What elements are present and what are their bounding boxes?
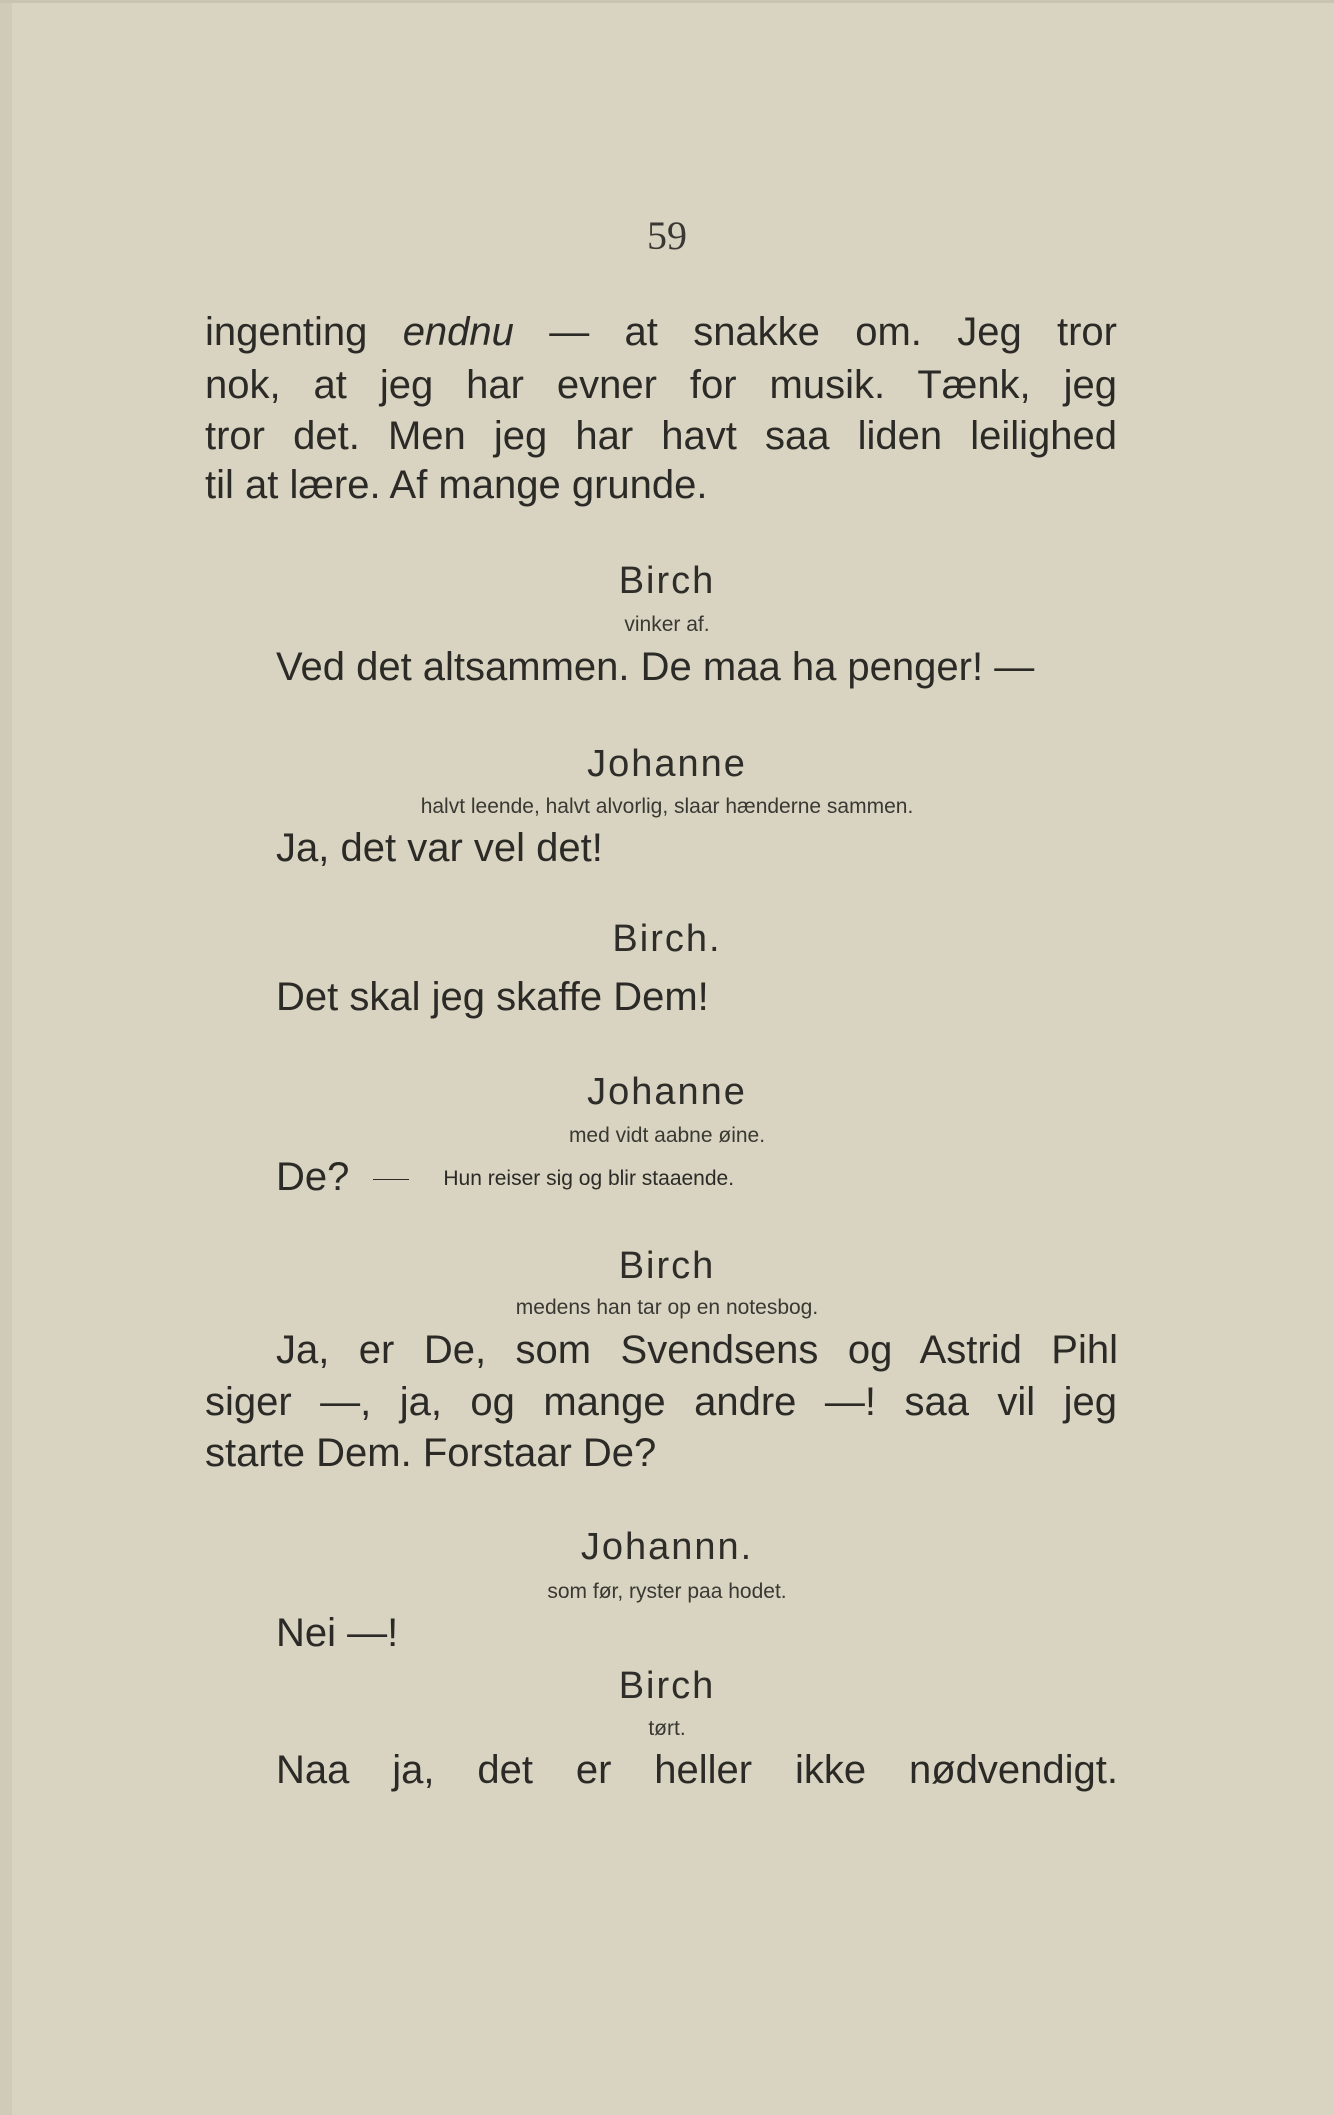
para1-line1-b: — at snakke om. Jeg tror — [549, 310, 1117, 354]
page-left-edge — [0, 0, 12, 2115]
birch2-line: Det skal jeg skaffe Dem! — [276, 975, 709, 1019]
birch4-line: Naa ja, det er heller ikke nødvendigt. — [276, 1748, 1118, 1792]
speaker-johanne-3: Johannn. — [580, 1526, 754, 1568]
johanne3-line: Nei —! — [276, 1611, 399, 1655]
speaker-johanne-1: Johanne — [587, 743, 747, 785]
page-top-edge — [0, 0, 1334, 3]
para1-line2: nok, at jeg har evner for musik. Tænk, jeg — [205, 363, 1117, 407]
para1-line1-a: ingenting — [205, 310, 368, 354]
stage-direction-5: som før, ryster paa hodet. — [547, 1580, 787, 1603]
birch1-line: Ved det altsammen. De maa ha penger! — — [276, 645, 1035, 689]
stage-direction-2: halvt leende, halvt alvorlig, slaar hænderne sammen. — [420, 795, 914, 818]
johanne2-line — [276, 1152, 1118, 1202]
stage-direction-4: medens han tar op en notesbog. — [515, 1296, 819, 1319]
stage-direction-6: tørt. — [648, 1717, 686, 1740]
speaker-johanne-2: Johanne — [587, 1071, 747, 1113]
johanne1-line: Ja, det var vel det! — [276, 826, 603, 870]
stage-direction-1: vinker af. — [624, 613, 710, 636]
inline-stage-direction: Hun reiser sig og blir staaende. — [443, 1167, 735, 1190]
para1-line4: til at lære. Af mange grunde. — [205, 463, 708, 507]
speaker-birch-2: Birch. — [612, 918, 722, 960]
page-number: 59 — [647, 213, 687, 258]
birch3-line2: siger —, ja, og mange andre —! saa vil jeg — [205, 1380, 1117, 1424]
birch3-line3: starte Dem. Forstaar De? — [205, 1431, 657, 1475]
speaker-birch-3: Birch — [618, 1245, 716, 1287]
para1-line1 — [205, 307, 1117, 357]
para1-line1-emphasis: endnu — [402, 310, 514, 354]
para1-line3: tror det. Men jeg har havt saa liden leilighed — [205, 414, 1117, 458]
stage-direction-3: med vidt aabne øine. — [568, 1124, 766, 1147]
birch3-line1: Ja, er De, som Svendsens og Astrid Pihl — [276, 1328, 1118, 1372]
johanne2-line-text: De? — [276, 1155, 350, 1199]
em-dash — [373, 1179, 409, 1180]
speaker-birch-1: Birch — [618, 560, 716, 602]
speaker-birch-4: Birch — [618, 1665, 716, 1707]
